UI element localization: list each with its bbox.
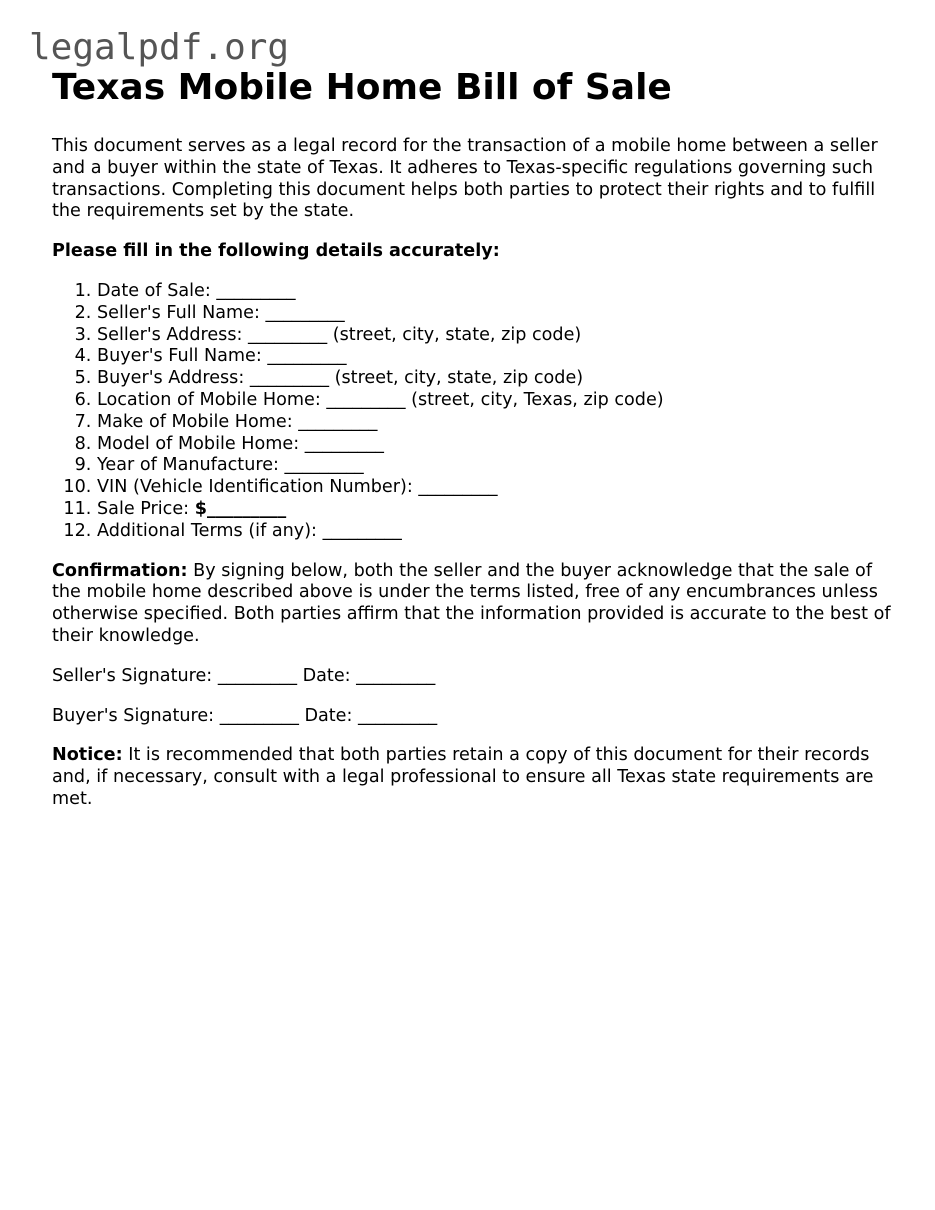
seller-signature-line	[52, 666, 892, 688]
field-label: Buyer's Full Name:	[97, 346, 262, 367]
notice-paragraph	[52, 745, 892, 810]
field-model	[97, 434, 892, 456]
buyer-signature-label: Buyer's Signature:	[52, 705, 215, 726]
field-label: Model of Mobile Home:	[97, 433, 300, 454]
field-label: Location of Mobile Home:	[97, 389, 321, 410]
field-date-of-sale	[97, 281, 892, 303]
notice-text: It is recommended that both parties retain a copy of this document for their records and, if necessary, consult with a legal professional to ensure all Texas state requirements are met.	[52, 745, 874, 809]
buyer-signature-line	[52, 706, 892, 728]
field-year	[97, 455, 892, 477]
field-label: Year of Manufacture:	[97, 455, 279, 476]
field-vin	[97, 477, 892, 499]
buyer-date-label: Date:	[304, 705, 353, 726]
field-blank[interactable]: $_________	[194, 498, 287, 519]
field-blank[interactable]: _________	[216, 280, 296, 301]
field-blank[interactable]: _________	[304, 433, 384, 454]
field-seller-name	[97, 303, 892, 325]
field-sale-price	[97, 499, 892, 521]
field-label: Additional Terms (if any):	[97, 520, 317, 541]
field-blank[interactable]: _________	[418, 477, 498, 498]
field-label: Date of Sale:	[97, 280, 211, 301]
field-label: Make of Mobile Home:	[97, 411, 293, 432]
field-additional-terms	[97, 521, 892, 543]
field-hint: (street, city, Texas, zip code)	[411, 389, 664, 410]
notice-heading: Notice:	[52, 745, 123, 766]
site-watermark: legalpdf.org	[29, 27, 290, 68]
buyer-date-blank[interactable]: _________	[358, 705, 438, 726]
field-hint: (street, city, state, zip code)	[334, 368, 584, 389]
seller-signature-blank[interactable]: _________	[217, 665, 297, 686]
field-buyer-name	[97, 346, 892, 368]
field-make	[97, 412, 892, 434]
confirmation-text: By signing below, both the seller and the buyer acknowledge that the sale of the mobile home described above is under the terms listed, free of any encumbrances unless otherwise specified. Both parties affirm that the information provided is accurate to the best of their knowledge.	[52, 560, 891, 646]
field-blank[interactable]: _________	[298, 411, 378, 432]
confirmation-heading: Confirmation:	[52, 560, 188, 581]
field-blank[interactable]: _________	[322, 520, 402, 541]
field-blank[interactable]: _________	[284, 455, 364, 476]
field-blank[interactable]: _________	[265, 302, 345, 323]
field-buyer-address	[97, 368, 892, 390]
field-label: Seller's Full Name:	[97, 302, 260, 323]
field-blank[interactable]: _________	[326, 389, 406, 410]
field-label: Buyer's Address:	[97, 368, 245, 389]
seller-date-blank[interactable]: _________	[356, 665, 436, 686]
document-title: Texas Mobile Home Bill of Sale	[52, 67, 672, 108]
fields-list	[52, 281, 892, 543]
buyer-signature-blank[interactable]: _________	[219, 705, 299, 726]
field-blank[interactable]: _________	[249, 368, 330, 389]
field-label: Seller's Address:	[97, 324, 243, 345]
field-label: Sale Price:	[97, 498, 190, 519]
field-seller-address	[97, 325, 892, 347]
field-blank[interactable]: _________	[248, 324, 328, 345]
confirmation-paragraph	[52, 561, 892, 648]
seller-signature-label: Seller's Signature:	[52, 665, 213, 686]
field-label: VIN (Vehicle Identification Number):	[97, 477, 413, 498]
document-body	[52, 66, 892, 811]
field-hint: (street, city, state, zip code)	[332, 324, 582, 345]
intro-paragraph: This document serves as a legal record for the transaction of a mobile home between a seller and a buyer within the state of Texas. It adheres to Texas-specific regulations governing such transactions. Completing this document helps both parties to protect their rights and to fulfill the requirements set by the state.	[52, 136, 878, 222]
instructions-heading: Please fill in the following details accurately:	[52, 241, 500, 262]
field-location	[97, 390, 892, 412]
field-blank[interactable]: _________	[267, 346, 347, 367]
seller-date-label: Date:	[302, 665, 351, 686]
